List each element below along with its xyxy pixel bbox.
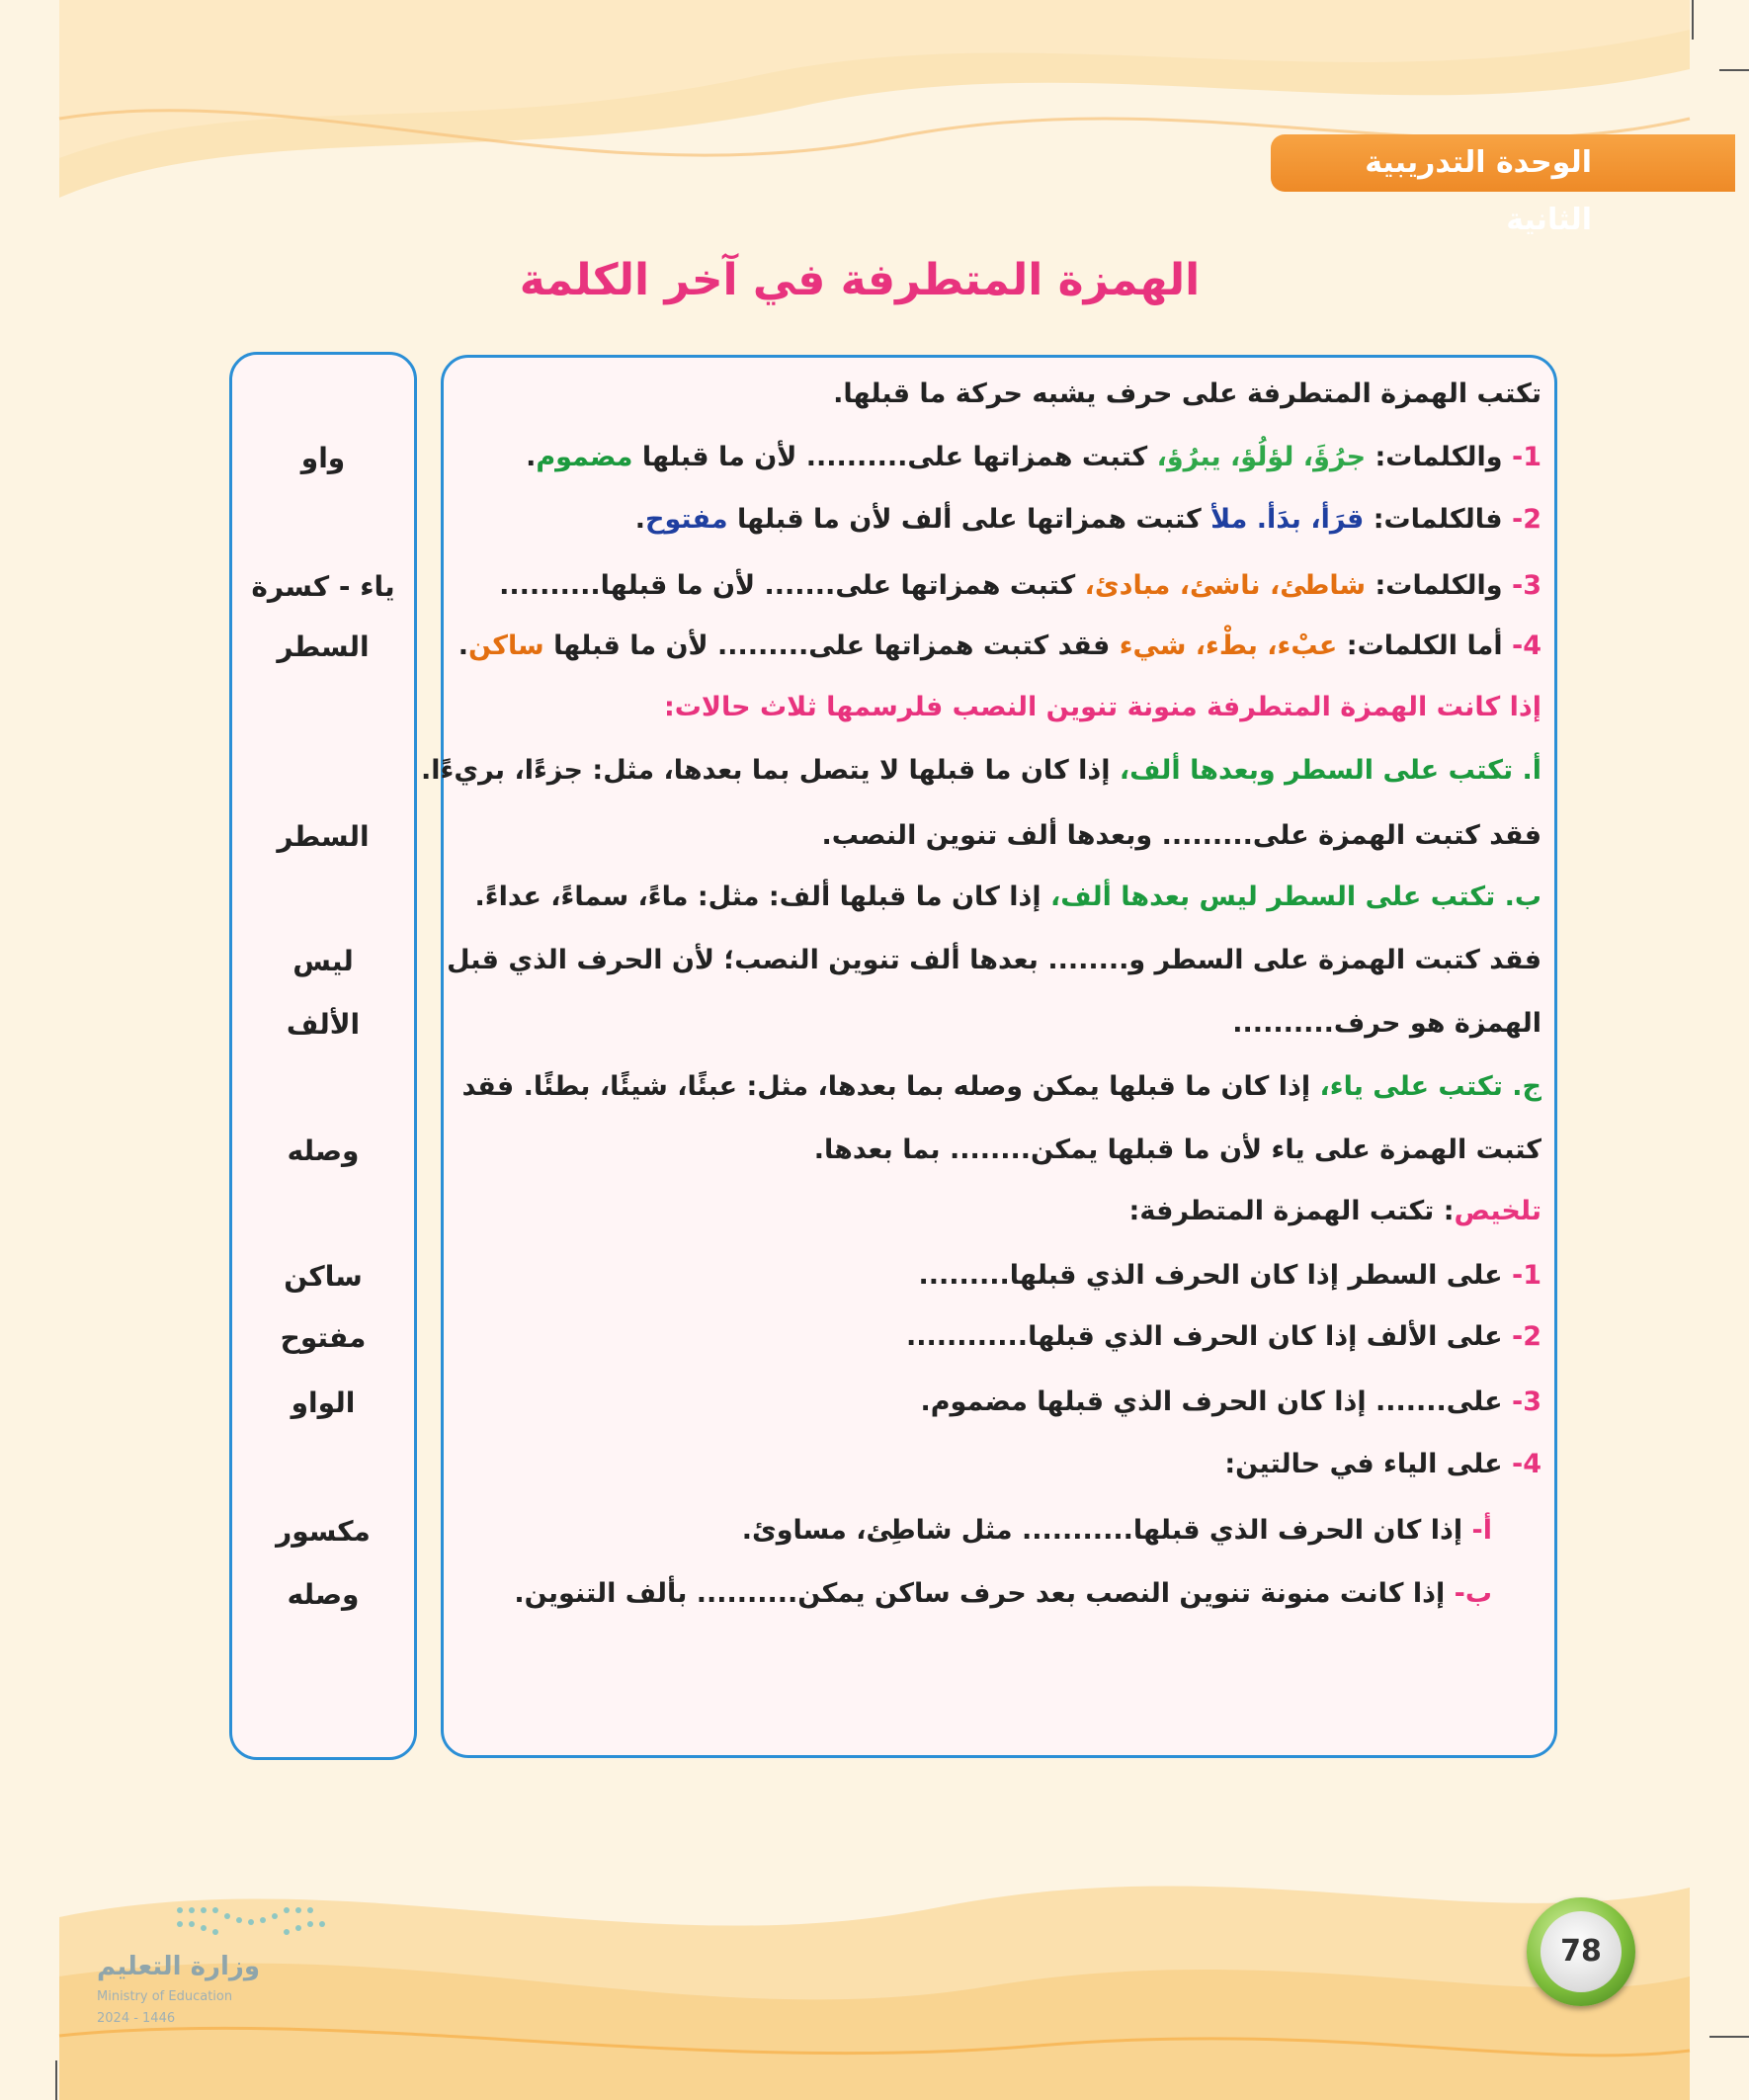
item-text: والكلمات:: [1366, 442, 1503, 472]
case-c-line2: كتبت الهمزة على ياء لأن ما قبلها يمكن........ بما بعدها.: [813, 1134, 1541, 1165]
summary-4a: [405, 1515, 1492, 1546]
answer-item: السطر: [277, 820, 370, 853]
item-4: [455, 630, 1541, 661]
item-2: [455, 504, 1541, 535]
answer-item: وصله: [287, 1578, 360, 1611]
answer-item: ليس: [292, 945, 354, 977]
example-words: جرُؤَ، لؤلُؤ، يبرُؤ،: [1156, 442, 1367, 472]
answer-item: واو: [300, 442, 346, 474]
key-word: ساكن: [468, 630, 544, 661]
item-number: 3-: [1511, 1386, 1541, 1417]
ministry-year: 2024 - 1446: [97, 2011, 176, 2026]
answer-item: مكسور: [276, 1515, 371, 1548]
item-number: 1-: [1511, 442, 1541, 472]
ministry-logo-icon: [170, 1902, 328, 1942]
item-text: فقد كتبت همزاتها على......... لأن ما قبلها: [543, 630, 1120, 661]
page-number: 78: [1541, 1911, 1622, 1992]
answer-item: وصله: [287, 1134, 360, 1167]
crop-mark: [1719, 69, 1749, 71]
item-text: إذا كان الحرف الذي قبلها........... مثل شاطِئ، مساوئ.: [741, 1515, 1472, 1546]
case-label: ب. تكتب على السطر ليس بعدها ألف،: [1050, 882, 1541, 912]
summary-4b: [405, 1578, 1492, 1609]
case-c: [455, 1071, 1541, 1102]
case-b-line2: فقد كتبت الهمزة على السطر و........ بعدها ألف تنوين النصب؛ لأن الحرف الذي قبل: [447, 945, 1541, 975]
item-number: 4-: [1511, 630, 1541, 661]
item-3: [455, 570, 1541, 601]
item-text: على الألف إذا كان الحرف الذي قبلها............: [905, 1321, 1512, 1352]
crop-mark: [55, 2060, 57, 2100]
unit-tab: [1271, 134, 1735, 237]
intro-line: تكتب الهمزة المتطرفة على حرف يشبه حركة ما قبلها.: [833, 378, 1541, 409]
item-text: إذا كانت منونة تنوين النصب بعد حرف ساكن يمكن.......... بألف التنوين.: [514, 1578, 1455, 1609]
item-1: [455, 442, 1541, 472]
item-text: .: [458, 630, 468, 661]
item-text: كتبت همزاتها على ألف لأن ما قبلها: [727, 504, 1211, 535]
key-word: مفتوح: [644, 504, 728, 535]
item-text: على الياء في حالتين:: [1224, 1449, 1512, 1479]
case-a: [421, 755, 1541, 786]
item-number: 4-: [1511, 1449, 1541, 1479]
example-words: عبْء، بطْء، شيء: [1119, 630, 1338, 661]
answer-item: ساكن: [284, 1260, 363, 1293]
tanween-heading: إذا كانت الهمزة المتطرفة منونة تنوين النصب فلرسمها ثلاث حالات:: [663, 692, 1541, 722]
item-number: ب-: [1454, 1578, 1492, 1609]
item-text: على السطر إذا كان الحرف الذي قبلها.........: [918, 1260, 1512, 1291]
example-words: قرَأ، بدَأ. ملأ: [1210, 504, 1365, 535]
case-text: إذا كان ما قبلها يمكن وصله بما بعدها، مثل: عبئًا، شيئًا، بطئًا. فقد: [461, 1071, 1320, 1102]
case-label: أ. تكتب على السطر وبعدها ألف،: [1119, 755, 1541, 786]
case-b: [455, 882, 1541, 912]
case-a-line2: فقد كتبت الهمزة على......... وبعدها ألف تنوين النصب.: [821, 820, 1541, 851]
answer-item: الواو: [291, 1386, 356, 1419]
ministry-name-ar: وزارة التعليم: [97, 1952, 260, 1981]
key-word: مضموم: [536, 442, 633, 472]
summary-text: : تكتب الهمزة المتطرفة:: [1128, 1196, 1455, 1226]
answer-item: ياء - كسرة: [251, 570, 395, 603]
item-number: 2-: [1511, 1321, 1541, 1352]
unit-label: الوحدة التدريبية الثانية: [1365, 145, 1592, 237]
answer-item: الألف: [286, 1008, 361, 1041]
item-number: 2-: [1511, 504, 1541, 535]
content-panel: [441, 355, 1557, 1758]
crop-mark: [1692, 0, 1694, 40]
item-text: أما الكلمات:: [1337, 630, 1503, 661]
crop-mark: [1709, 2036, 1749, 2038]
answer-item: مفتوح: [280, 1321, 367, 1354]
item-text: كتبت همزاتها على....... لأن ما قبلها..........: [499, 570, 1085, 601]
item-text: كتبت همزاتها على.......... لأن ما قبلها: [632, 442, 1157, 472]
answer-item: السطر: [277, 630, 370, 663]
item-number: أ-: [1471, 1515, 1492, 1546]
summary-2: [455, 1321, 1541, 1352]
item-text: على....... إذا كان الحرف الذي قبلها مضموم.: [920, 1386, 1512, 1417]
page-number-badge: [1527, 1897, 1635, 2006]
page-title: الهمزة المتطرفة في آخر الكلمة: [519, 255, 1201, 305]
item-text: .: [634, 504, 645, 535]
item-text: فالكلمات:: [1364, 504, 1503, 535]
summary-label: تلخيص: [1454, 1196, 1541, 1226]
case-text: إذا كان ما قبلها لا يتصل بما بعدها، مثل: جزءًا، بريءًا.: [421, 755, 1120, 786]
summary-heading: [455, 1196, 1541, 1226]
item-text: والكلمات:: [1366, 570, 1503, 601]
case-label: ج. تكتب على ياء،: [1319, 1071, 1541, 1102]
summary-1: [455, 1260, 1541, 1291]
summary-4: [455, 1449, 1541, 1479]
answers-panel: [229, 352, 417, 1760]
case-text: إذا كان ما قبلها ألف: مثل: ماءً، سماءً، عداءً.: [474, 882, 1051, 912]
item-text: .: [526, 442, 537, 472]
case-b-line3: الهمزة هو حرف..........: [1232, 1008, 1541, 1039]
item-number: 1-: [1511, 1260, 1541, 1291]
item-number: 3-: [1511, 570, 1541, 601]
example-words: شاطئ، ناشئ، مبادئ،: [1084, 570, 1367, 601]
summary-3: [455, 1386, 1541, 1417]
ministry-name-en: Ministry of Education: [97, 1989, 233, 2004]
